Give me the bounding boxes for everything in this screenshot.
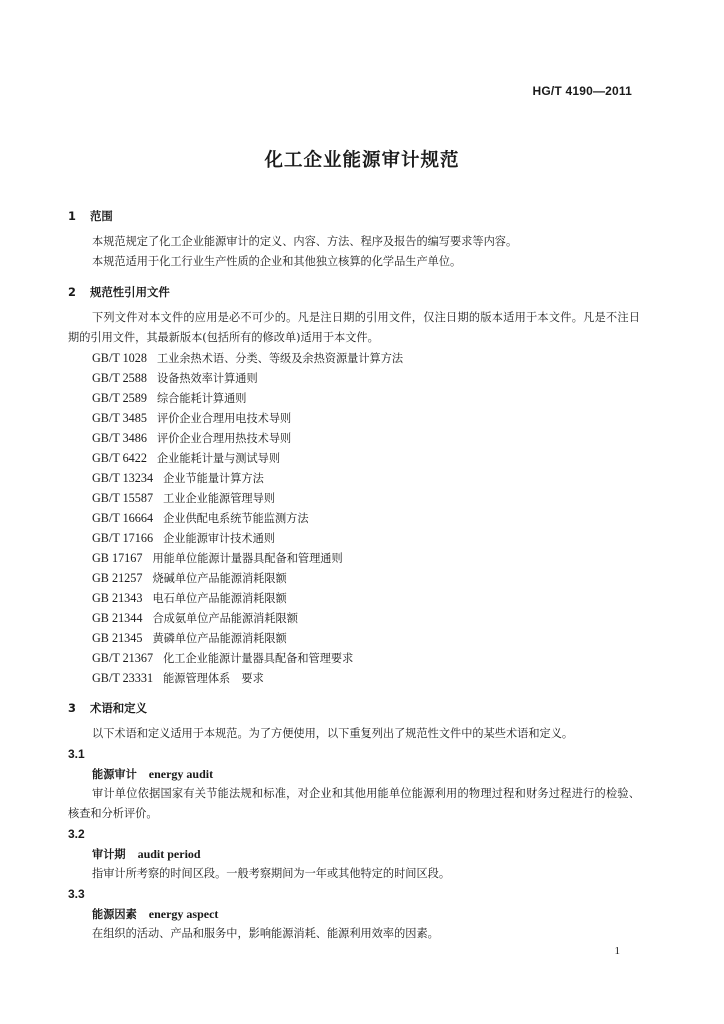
reference-code: GB/T 1028: [92, 351, 147, 365]
reference-title: 烧碱单位产品能源消耗限额: [152, 572, 287, 585]
reference-item: [92, 368, 640, 388]
term-definition: 指审计所考察的时间区段。一般考察期间为一年或其他特定的时间区段。: [92, 867, 451, 880]
term-entry: [92, 904, 640, 924]
reference-code: GB 21343: [92, 591, 143, 605]
paragraph: 以下术语和定义适用于本规范。为了方便使用，以下重复列出了规范性文件中的某些术语和定义。: [92, 727, 574, 740]
reference-code: GB/T 15587: [92, 491, 154, 505]
reference-title: 合成氨单位产品能源消耗限额: [152, 612, 298, 625]
reference-title: 能源管理体系 要求: [163, 672, 264, 685]
reference-title: 化工企业能源计量器具配备和管理要求: [163, 652, 354, 665]
term-entry: [92, 764, 640, 784]
reference-item: [92, 388, 640, 408]
reference-code: GB/T 21367: [92, 651, 154, 665]
reference-code: GB 21344: [92, 611, 143, 625]
paragraph: 下列文件对本文件的应用是必不可少的。凡是注日期的引用文件，仅注日期的版本适用于本文件。凡是不注日期的引用文件，其最新版本(包括所有的修改单)适用于本文件。: [68, 311, 640, 344]
term-definition: 审计单位依据国家有关节能法规和标准，对企业和其他用能单位能源利用的物理过程和财务过程进行的检验、核查和分析评价。: [68, 787, 640, 820]
reference-item: [92, 448, 640, 468]
term-definition: 在组织的活动、产品和服务中，影响能源消耗、能源利用效率的因素。: [92, 927, 439, 940]
reference-title: 企业能源审计技术通则: [163, 532, 275, 545]
term-en: energy audit: [148, 767, 214, 781]
term-zh: 能源审计: [92, 768, 137, 781]
reference-code: GB/T 13234: [92, 471, 154, 485]
reference-item: [92, 608, 640, 628]
reference-item: [92, 528, 640, 548]
reference-item: [92, 548, 640, 568]
term-en: audit period: [137, 847, 201, 861]
reference-code: GB/T 3486: [92, 431, 147, 445]
reference-title: 用能单位能源计量器具配备和管理通则: [152, 552, 343, 565]
reference-code: GB/T 2589: [92, 391, 147, 405]
reference-title: 评价企业合理用电技术导则: [156, 412, 292, 425]
reference-title: 设备热效率计算通则: [156, 372, 258, 385]
section-title: 规范性引用文件: [90, 285, 170, 299]
reference-item: [92, 568, 640, 588]
section-3-heading: [68, 699, 640, 717]
reference-code: GB 17167: [92, 551, 143, 565]
clause-number: 3.3: [68, 887, 85, 901]
page-number: 1: [614, 945, 620, 957]
term-en: energy aspect: [148, 907, 219, 921]
reference-item: [92, 668, 640, 688]
reference-title: 企业能耗计量与测试导则: [156, 452, 281, 465]
standard-code: HG/T 4190—2011: [532, 84, 632, 98]
reference-item: [92, 488, 640, 508]
paragraph: 本规范适用于化工行业生产性质的企业和其他独立核算的化学品生产单位。: [92, 255, 462, 268]
reference-title: 综合能耗计算通则: [156, 392, 247, 405]
section-title: 范围: [90, 209, 113, 223]
reference-code: GB/T 2588: [92, 371, 147, 385]
reference-title: 企业节能量计算方法: [163, 472, 264, 485]
reference-title: 企业供配电系统节能监测方法: [163, 512, 309, 525]
reference-title: 评价企业合理用热技术导则: [156, 432, 292, 445]
section-number: 3: [68, 701, 76, 715]
reference-code: GB/T 6422: [92, 451, 147, 465]
clause-number: 3.1: [68, 747, 85, 761]
section-1-heading: [68, 207, 640, 225]
reference-item: [92, 628, 640, 648]
reference-title: 电石单位产品能源消耗限额: [152, 592, 287, 605]
reference-list: [92, 348, 640, 688]
term-zh: 能源因素: [92, 908, 137, 921]
reference-code: GB/T 3485: [92, 411, 147, 425]
reference-item: [92, 428, 640, 448]
section-title: 术语和定义: [90, 701, 147, 715]
reference-code: GB/T 16664: [92, 511, 154, 525]
reference-item: [92, 408, 640, 428]
reference-title: 黄磷单位产品能源消耗限额: [152, 632, 287, 645]
document-body: [68, 207, 640, 944]
section-number: 1: [68, 209, 76, 223]
term-zh: 审计期: [92, 848, 126, 861]
reference-code: GB/T 23331: [92, 671, 154, 685]
clause-number: 3.2: [68, 827, 85, 841]
section-number: 2: [68, 285, 76, 299]
reference-item: [92, 348, 640, 368]
reference-item: [92, 588, 640, 608]
term-entry: [92, 844, 640, 864]
reference-item: [92, 468, 640, 488]
document-title: 化工企业能源审计规范: [264, 150, 460, 171]
reference-code: GB 21345: [92, 631, 143, 645]
reference-item: [92, 508, 640, 528]
reference-code: GB 21257: [92, 571, 143, 585]
reference-title: 工业企业能源管理导则: [163, 492, 275, 505]
paragraph: 本规范规定了化工企业能源审计的定义、内容、方法、程序及报告的编写要求等内容。: [92, 235, 518, 248]
section-2-heading: [68, 283, 640, 301]
reference-title: 工业余热术语、分类、等级及余热资源量计算方法: [156, 352, 404, 365]
reference-code: GB/T 17166: [92, 531, 154, 545]
reference-item: [92, 648, 640, 668]
